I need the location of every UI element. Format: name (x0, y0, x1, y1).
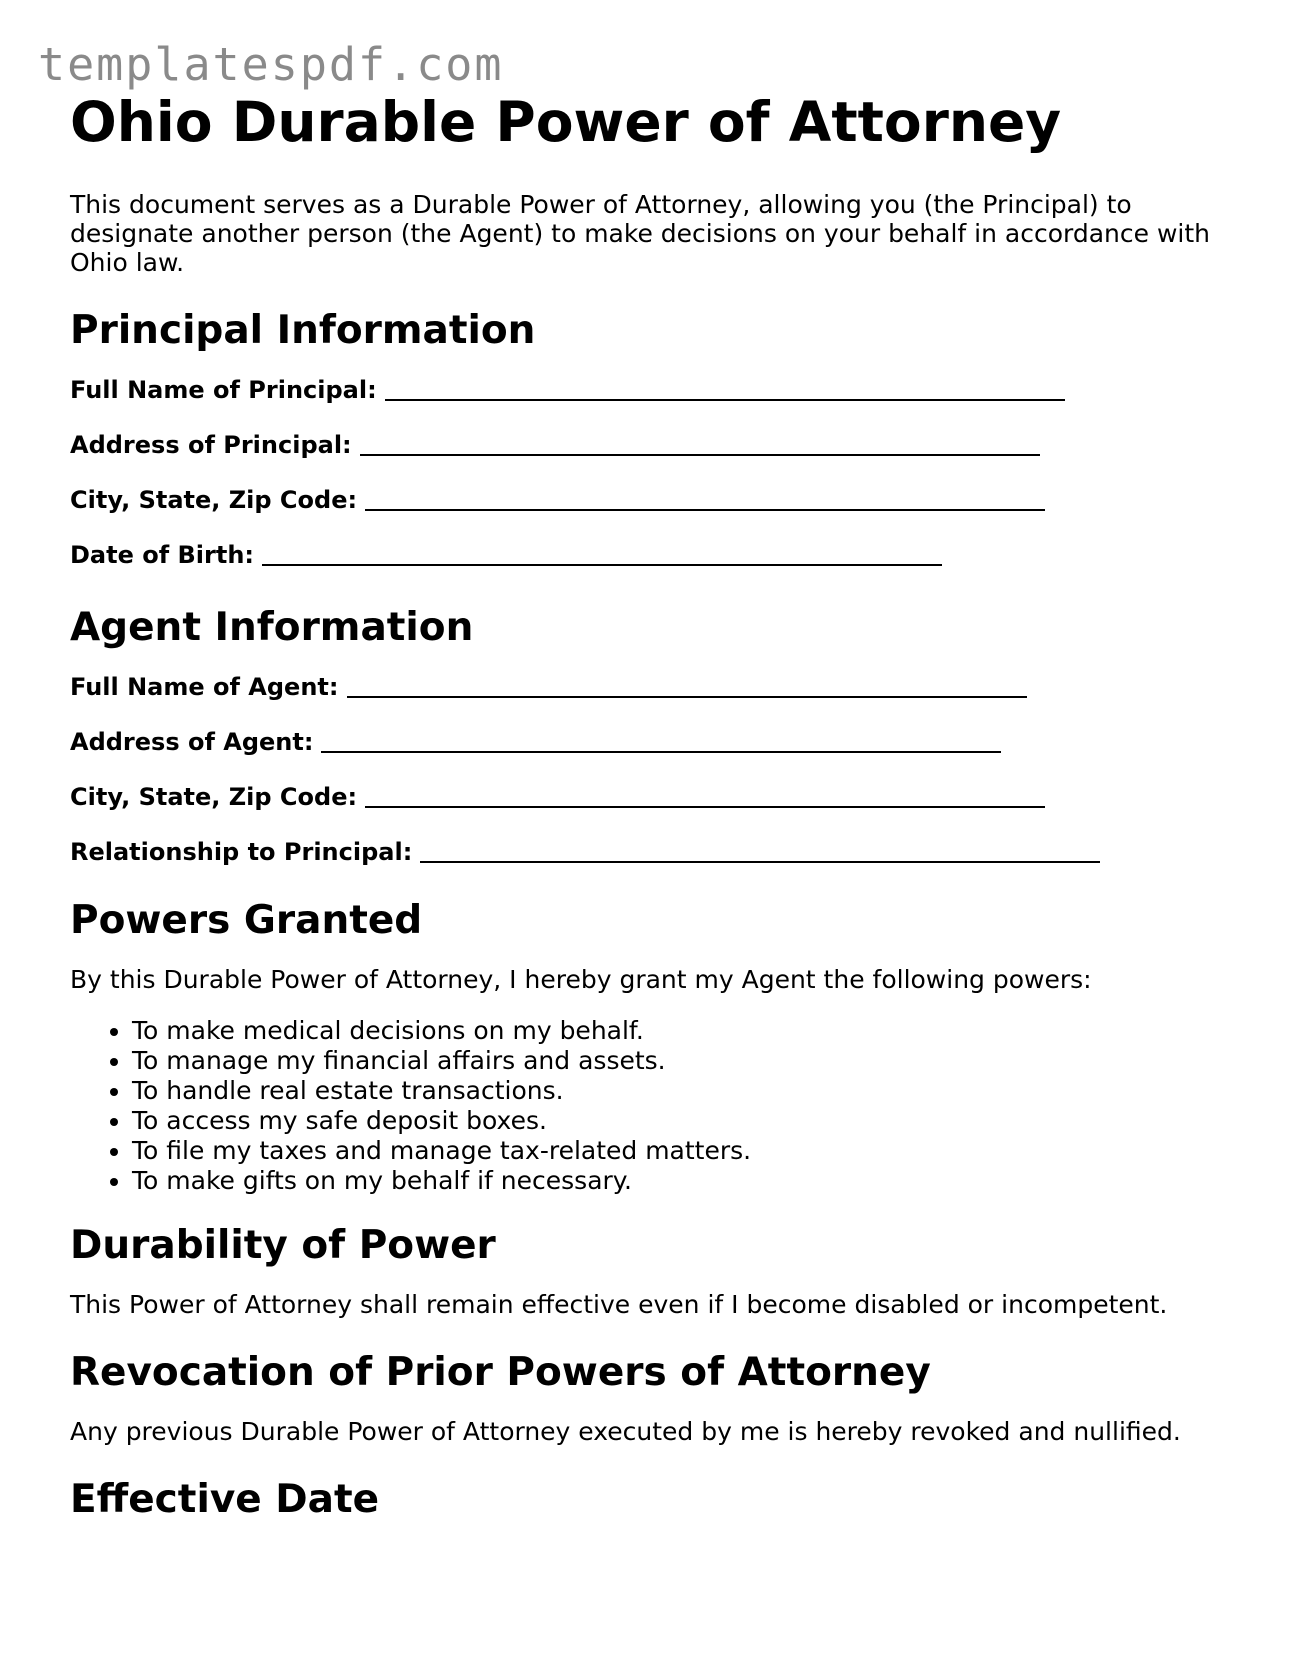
list-item: • To access my safe deposit boxes. (132, 1106, 1250, 1136)
watermark: templatespdf.com (38, 38, 504, 91)
field-label: City, State, Zip Code: (70, 486, 358, 514)
intro-paragraph: This document serves as a Durable Power of Attorney, allowing you (the Principal) to designate another person (the Agent) to make decisions on your behalf in accordance with Ohio law. (70, 190, 1211, 277)
agent-name-blank[interactable] (347, 674, 1027, 698)
field-label: Relationship to Principal: (70, 838, 413, 866)
powers-list (70, 1016, 1250, 1196)
principal-name-blank[interactable] (385, 377, 1065, 401)
list-item: • To file my taxes and manage tax-related matters. (132, 1136, 1250, 1166)
list-item: • To make medical decisions on my behalf. (132, 1016, 1250, 1046)
principal-dob-blank[interactable] (262, 542, 942, 566)
agent-city-field (70, 782, 1250, 812)
principal-address-field (70, 430, 1250, 460)
powers-heading: Powers Granted (70, 898, 423, 943)
document-page (70, 92, 1250, 1522)
agent-city-blank[interactable] (365, 784, 1045, 808)
list-item: • To make gifts on my behalf if necessary. (132, 1166, 1250, 1196)
principal-fields (70, 375, 1250, 570)
principal-name-field (70, 375, 1250, 405)
revocation-text: Any previous Durable Power of Attorney executed by me is hereby revoked and nullified. (70, 1417, 1181, 1446)
field-label: Date of Birth: (70, 541, 255, 569)
agent-name-field (70, 672, 1250, 702)
field-label: Address of Principal: (70, 431, 352, 459)
agent-fields (70, 672, 1250, 867)
field-label: City, State, Zip Code: (70, 783, 358, 811)
principal-dob-field (70, 540, 1250, 570)
effective-date-heading: Effective Date (70, 1477, 380, 1522)
list-item: • To manage my financial affairs and assets. (132, 1046, 1250, 1076)
document-title: Ohio Durable Power of Attorney (70, 90, 1062, 154)
principal-heading: Principal Information (70, 308, 536, 353)
principal-address-blank[interactable] (360, 432, 1040, 456)
principal-city-blank[interactable] (365, 487, 1045, 511)
agent-relationship-field (70, 837, 1250, 867)
list-item: • To handle real estate transactions. (132, 1076, 1250, 1106)
agent-heading: Agent Information (70, 605, 474, 650)
durability-heading: Durability of Power (70, 1223, 496, 1268)
powers-intro: By this Durable Power of Attorney, I hereby grant my Agent the following powers: (70, 965, 1092, 994)
agent-address-field (70, 727, 1250, 757)
field-label: Full Name of Principal: (70, 376, 377, 404)
field-label: Address of Agent: (70, 728, 314, 756)
agent-address-blank[interactable] (321, 729, 1001, 753)
principal-city-field (70, 485, 1250, 515)
agent-relationship-blank[interactable] (420, 839, 1100, 863)
revocation-heading: Revocation of Prior Powers of Attorney (70, 1350, 931, 1395)
field-label: Full Name of Agent: (70, 673, 339, 701)
durability-text: This Power of Attorney shall remain effective even if I become disabled or incompetent. (70, 1290, 1168, 1319)
